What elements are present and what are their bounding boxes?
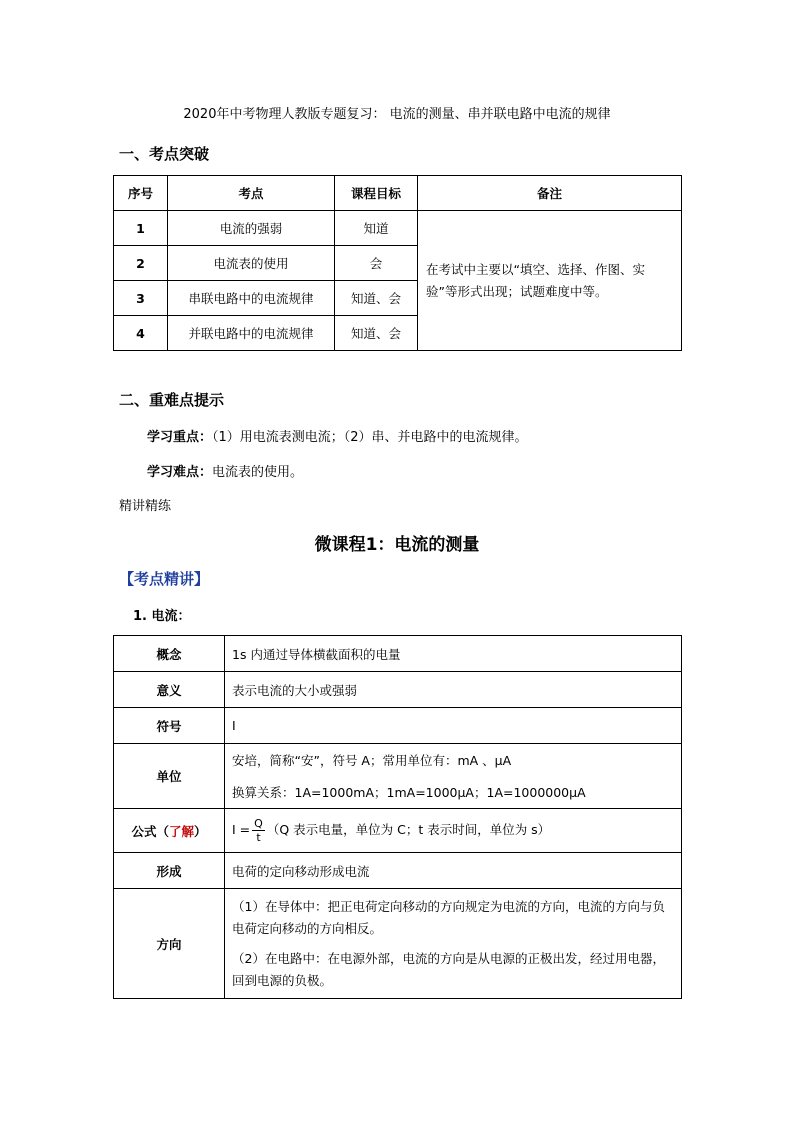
section-heading-difficulty: 二、重难点提示: [119, 391, 225, 409]
key-focus-line: [147, 426, 528, 445]
row-no: 1: [114, 211, 168, 246]
row-no: 3: [114, 281, 168, 316]
formula-label-red: 了解: [168, 823, 194, 839]
unit-line-2: 换算关系：1A=1000mA；1mA=1000μA；1A=1000000μA: [232, 785, 586, 800]
key-focus-label: 学习重点：: [147, 430, 213, 445]
formula-description: （Q 表示电量，单位为 C；t 表示时间，单位为 s）: [266, 822, 551, 837]
formula-value: [225, 809, 682, 853]
row-point: 串联电路中的电流规律: [168, 281, 335, 316]
formula-fraction: [252, 817, 265, 844]
row-no: 2: [114, 246, 168, 281]
table-row: [114, 211, 682, 246]
unit-label: 单位: [114, 744, 225, 809]
symbol-label: 符号: [114, 708, 225, 744]
practice-label: 精讲精练: [119, 499, 172, 514]
bracket-heading: 【考点精讲】: [119, 570, 210, 588]
table-row: [114, 889, 682, 999]
formula-label: [114, 809, 225, 853]
course-title: 微课程1：电流的测量: [314, 535, 480, 555]
row-point: 并联电路中的电流规律: [168, 316, 335, 351]
row-point: 电流表的使用: [168, 246, 335, 281]
table-row: [114, 853, 682, 889]
document-title: 2020年中考物理人教版专题复习： 电流的测量、串并联电路中电流的规律: [183, 107, 611, 122]
formation-value: 电荷的定向移动形成电流: [225, 853, 682, 889]
formula-denominator: t: [256, 831, 261, 844]
section-heading-key-points: 一、考点突破: [119, 145, 210, 163]
unit-value: [225, 744, 682, 809]
unit-line-1: 安培，简称“安”，符号 A；常用单位有：mA 、μA: [232, 753, 512, 768]
table-row: [114, 809, 682, 853]
formation-label: 形成: [114, 853, 225, 889]
formula-numerator: Q: [254, 817, 263, 830]
row-goal: 知道、会: [335, 281, 418, 316]
direction-line-1: （1）在导体中：把正电荷定向移动的方向规定为电流的方向，电流的方向与负电荷定向移动的方向相反。: [232, 898, 665, 936]
difficulty-text: 电流表的使用。: [212, 465, 304, 480]
key-focus-text: （1）用电流表测电流；（2）串、并电路中的电流规律。: [212, 430, 528, 445]
current-concept-table: [113, 635, 682, 999]
header-point: 考点: [168, 176, 335, 211]
item-heading-current: 1. 电流：: [133, 609, 191, 624]
header-no: 序号: [114, 176, 168, 211]
difficulty-line: [147, 461, 303, 480]
table-row: [114, 672, 682, 708]
table-row: [114, 636, 682, 672]
direction-line-2: （2）在电路中：在电源外部，电流的方向是从电源的正极出发，经过用电器，回到电源的负极。: [232, 950, 665, 988]
header-goal: 课程目标: [335, 176, 418, 211]
key-points-table: [113, 175, 682, 351]
row-goal: 知道、会: [335, 316, 418, 351]
meaning-value: 表示电流的大小或强弱: [225, 672, 682, 708]
table-row: [114, 708, 682, 744]
direction-value: [225, 889, 682, 999]
formula-label-prefix: 公式（: [131, 823, 169, 839]
symbol-value: I: [225, 708, 682, 744]
formula-lhs: I =: [232, 822, 251, 837]
direction-label: 方向: [114, 889, 225, 999]
row-goal: 会: [335, 246, 418, 281]
header-note: 备注: [418, 176, 682, 211]
meaning-label: 意义: [114, 672, 225, 708]
concept-value: 1s 内通过导体横截面积的电量: [225, 636, 682, 672]
row-point: 电流的强弱: [168, 211, 335, 246]
difficulty-label: 学习难点：: [147, 465, 213, 480]
row-note: 在考试中主要以“填空、选择、作图、实验”等形式出现；试题难度中等。: [418, 211, 682, 351]
row-goal: 知道: [335, 211, 418, 246]
concept-label: 概念: [114, 636, 225, 672]
row-no: 4: [114, 316, 168, 351]
table-row: [114, 744, 682, 809]
formula-label-suffix: ）: [194, 823, 207, 839]
